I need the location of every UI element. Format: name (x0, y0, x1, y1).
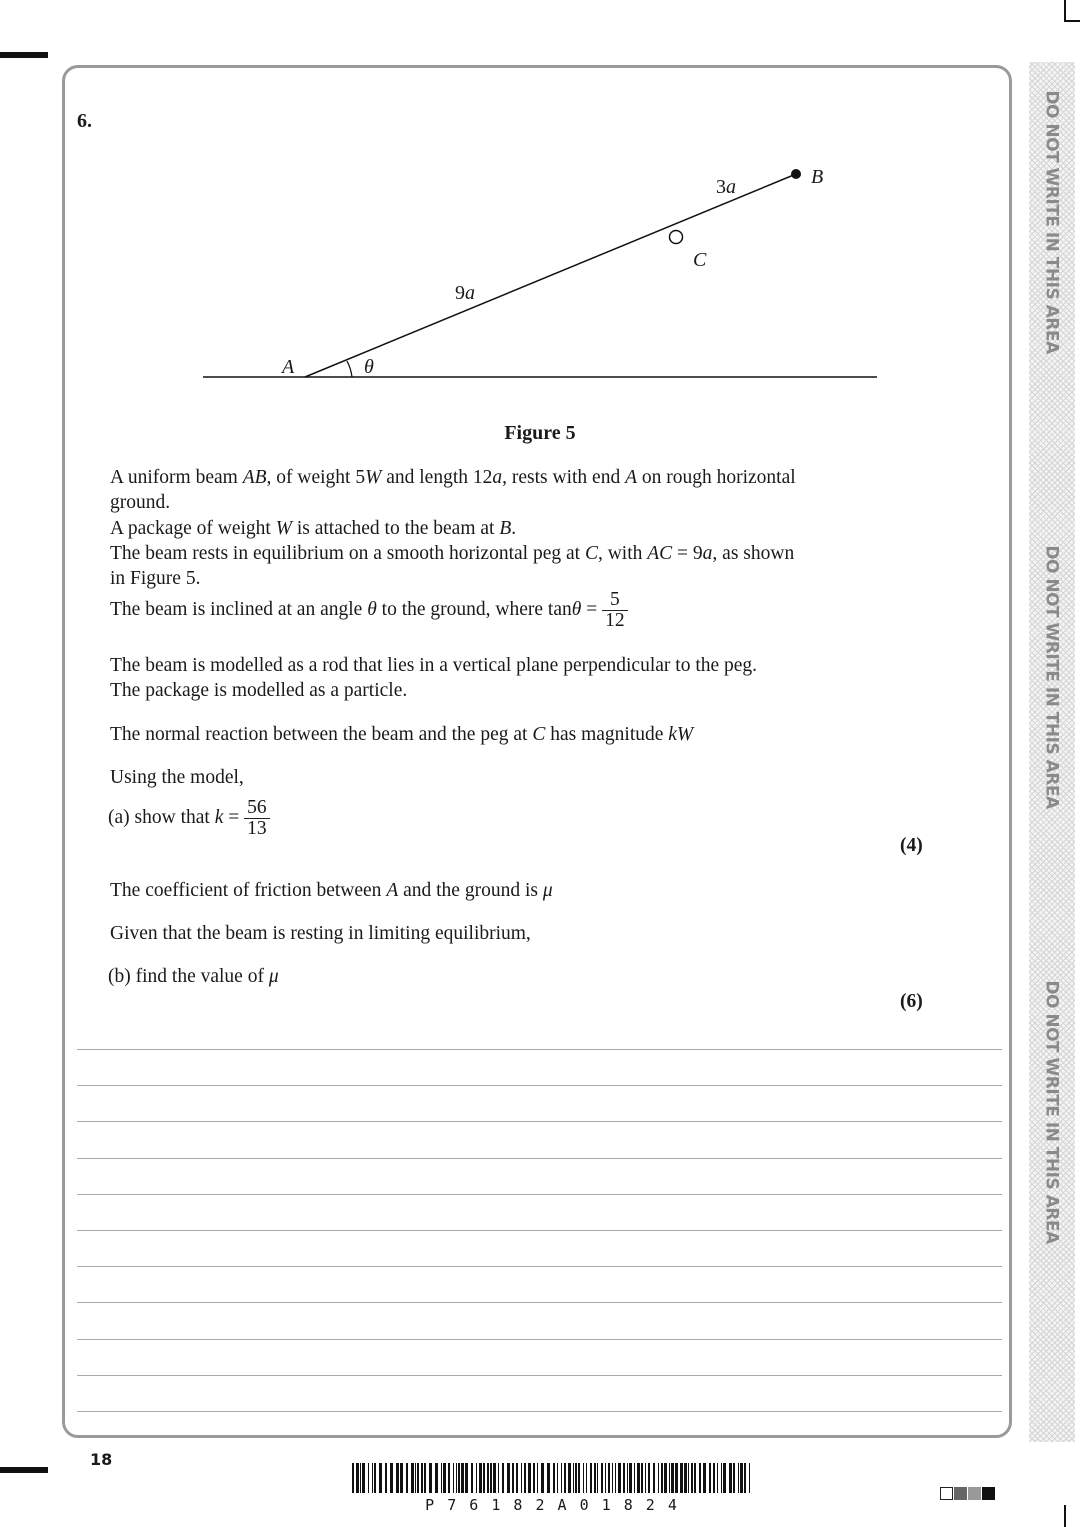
paragraph-4 (110, 590, 628, 631)
text-segment: = (581, 598, 603, 620)
barcode-bar (564, 1463, 566, 1493)
text-segment: θ (367, 598, 377, 620)
text-segment: k (214, 806, 224, 828)
barcode-bar (435, 1463, 438, 1493)
barcode-bar (653, 1463, 655, 1493)
text-segment: A (282, 356, 295, 378)
text-segment: 9 (455, 282, 465, 304)
answer-line[interactable] (77, 1085, 1002, 1086)
barcode-bar (465, 1463, 468, 1493)
barcode-bar (352, 1463, 354, 1493)
barcode-bar (629, 1463, 632, 1493)
barcode-bar (684, 1463, 687, 1493)
barcode-bar (605, 1463, 606, 1493)
answer-line[interactable] (77, 1339, 1002, 1340)
package-particle (791, 169, 801, 179)
barcode-bar (471, 1463, 473, 1493)
barcode-bar (740, 1463, 743, 1493)
barcode-bar (424, 1463, 426, 1493)
barcode-bar (490, 1463, 492, 1493)
barcode-bar (458, 1463, 460, 1493)
text-segment: , of weight 5 (266, 467, 366, 488)
barcode-bar (590, 1463, 592, 1493)
barcode-bar (443, 1463, 446, 1493)
marks-a: (4) (900, 835, 923, 856)
barcode-bar (483, 1463, 485, 1493)
answer-line[interactable] (77, 1121, 1002, 1122)
barcode-bar (379, 1463, 382, 1493)
text-segment: a (492, 467, 503, 488)
barcode-bar (429, 1463, 432, 1493)
barcode-bar (507, 1463, 510, 1493)
peg-circle (670, 231, 683, 244)
text-segment: (a) show that (108, 806, 215, 828)
text-segment: 56 (244, 798, 270, 819)
barcode-bar (502, 1463, 504, 1493)
barcode-bar (733, 1463, 735, 1493)
barcode-bar (694, 1463, 696, 1493)
side-warning: DO NOT WRITE IN THIS AREA (1042, 545, 1062, 809)
barcode-bar (703, 1463, 706, 1493)
barcode-bar (601, 1463, 603, 1493)
barcode-bar (578, 1463, 580, 1493)
text-segment: and the ground is (398, 880, 543, 901)
barcode-bar (541, 1463, 544, 1493)
barcode-bar (374, 1463, 376, 1493)
barcode-bar (608, 1463, 610, 1493)
barcode-bar (368, 1463, 369, 1493)
text-segment: B (811, 166, 824, 188)
answer-line[interactable] (77, 1375, 1002, 1376)
barcode-bar (721, 1463, 722, 1493)
label-c (693, 249, 706, 272)
barcode-bar (356, 1463, 359, 1493)
text-segment: , rests with end (502, 467, 626, 488)
margin-mark (0, 1467, 48, 1473)
paragraph-3 (110, 541, 794, 566)
question-a (108, 798, 270, 839)
text-segment: A uniform beam (110, 467, 243, 488)
text-segment: on rough horizontal (637, 467, 796, 488)
answer-line[interactable] (77, 1194, 1002, 1195)
barcode-bar (493, 1463, 496, 1493)
barcode-bar (406, 1463, 408, 1493)
text-segment: and length 12 (381, 467, 493, 488)
crop-mark (1064, 1505, 1066, 1527)
text-segment: A package of weight (110, 518, 276, 539)
paragraph-7 (110, 722, 693, 747)
text-segment: C (584, 543, 598, 564)
barcode-bar (583, 1463, 584, 1493)
barcode-bar (723, 1463, 726, 1493)
paragraph-2 (110, 516, 516, 541)
barcode-bar (658, 1463, 659, 1493)
text-segment: μ (268, 966, 279, 987)
barcode-bar (671, 1463, 674, 1493)
barcode-bar (441, 1463, 442, 1493)
barcode-bar (390, 1463, 393, 1493)
barcode-bar (615, 1463, 616, 1493)
barcode-bar (597, 1463, 598, 1493)
barcode-bar (688, 1463, 689, 1493)
barcode-bar (537, 1463, 538, 1493)
label-theta (364, 356, 374, 379)
text-segment: The coefficient of friction between (110, 880, 387, 901)
answer-line[interactable] (77, 1266, 1002, 1267)
text-segment: θ (364, 356, 374, 378)
paragraph-1b: ground. (110, 492, 171, 513)
barcode-bar (575, 1463, 577, 1493)
text-segment: The beam is inclined at an angle (110, 598, 368, 620)
barcode-bar (612, 1463, 613, 1493)
text-segment: C (693, 249, 707, 271)
answer-line[interactable] (77, 1049, 1002, 1050)
paragraph-9 (110, 878, 553, 903)
beam (305, 174, 796, 377)
text-segment: C (532, 724, 546, 745)
barcode-bar (634, 1463, 635, 1493)
text-segment: A (386, 880, 399, 901)
text-segment: θ (571, 598, 582, 620)
text-segment: 13 (247, 818, 267, 839)
barcode-bar (709, 1463, 711, 1493)
text-segment: The normal reaction between the beam and the peg at (110, 724, 533, 745)
paragraph-10: Given that the beam is resting in limiting equilibrium, (110, 923, 531, 944)
label-b (811, 166, 823, 189)
barcode-bar (385, 1463, 387, 1493)
barcode-bar (586, 1463, 587, 1493)
angle-arc (347, 361, 352, 377)
barcode-bar (648, 1463, 650, 1493)
barcode-bar (729, 1463, 732, 1493)
label-3a (716, 176, 736, 199)
barcode-bar (573, 1463, 574, 1493)
text-segment: (b) find the value of (108, 966, 269, 987)
barcode-bar (680, 1463, 683, 1493)
text-segment: 5 (602, 590, 628, 611)
answer-line[interactable] (77, 1230, 1002, 1231)
text-segment: W (275, 518, 292, 539)
paragraph-3b: in Figure 5. (110, 568, 201, 589)
fraction-tan (602, 590, 628, 631)
text-segment: to the ground, where tan (376, 598, 572, 620)
text-segment: μ (542, 880, 553, 901)
side-warning: DO NOT WRITE IN THIS AREA (1042, 980, 1062, 1244)
barcode-bar (675, 1463, 678, 1493)
barcode-bar (641, 1463, 643, 1493)
text-segment: W (365, 467, 382, 488)
text-segment: has magnitude (545, 724, 669, 745)
paragraph-1 (110, 465, 796, 490)
barcode-bar (645, 1463, 646, 1493)
answer-line[interactable] (77, 1158, 1002, 1159)
figure-caption: Figure 5 (504, 422, 576, 444)
barcode-bar (528, 1463, 531, 1493)
barcode-bar (453, 1463, 454, 1493)
barcode-bar (456, 1463, 457, 1493)
label-9a (455, 282, 475, 305)
text-segment: , as shown (712, 543, 795, 564)
text-segment: , with (597, 543, 648, 564)
marks-b: (6) (900, 991, 923, 1012)
barcode-bar (512, 1463, 514, 1493)
text-segment: a (702, 543, 713, 564)
barcode-bar (516, 1463, 518, 1493)
answer-line[interactable] (77, 1411, 1002, 1412)
text-segment: . (511, 518, 517, 539)
barcode-bar (627, 1463, 628, 1493)
barcode-bar (568, 1463, 571, 1493)
label-a (282, 356, 294, 379)
side-warning: DO NOT WRITE IN THIS AREA (1042, 90, 1062, 354)
barcode-bar (360, 1463, 361, 1493)
text-segment: 3 (716, 176, 726, 198)
text-segment: AB (242, 467, 267, 488)
barcode-bar (744, 1463, 746, 1493)
question-b (108, 964, 279, 989)
barcode-bar (594, 1463, 596, 1493)
fraction-k (244, 798, 270, 839)
barcode-bar (461, 1463, 464, 1493)
barcode-bar (553, 1463, 555, 1493)
barcode-bar (749, 1463, 750, 1493)
barcode-bar (717, 1463, 718, 1493)
barcode (352, 1463, 752, 1493)
text-segment: = (223, 806, 245, 828)
barcode-bar (476, 1463, 477, 1493)
barcode-bar (396, 1463, 399, 1493)
barcode-bar (547, 1463, 550, 1493)
barcode-bar (637, 1463, 640, 1493)
barcode-bar (448, 1463, 450, 1493)
text-segment: 12 (605, 610, 625, 631)
barcode-bar (669, 1463, 670, 1493)
text-segment: a (465, 282, 475, 304)
barcode-bar (691, 1463, 693, 1493)
barcode-bar (411, 1463, 414, 1493)
paragraph-6: The package is modelled as a particle. (110, 680, 408, 701)
barcode-bar (713, 1463, 715, 1493)
barcode-bar (533, 1463, 535, 1493)
barcode-bar (661, 1463, 663, 1493)
text-segment: The beam rests in equilibrium on a smooth horizontal peg at (110, 543, 585, 564)
barcode-bar (372, 1463, 373, 1493)
barcode-bar (524, 1463, 526, 1493)
page-color-marks (940, 1487, 995, 1500)
page-number: 18 (90, 1450, 113, 1469)
barcode-bar (487, 1463, 489, 1493)
barcode-bar (618, 1463, 621, 1493)
paragraph-5: The beam is modelled as a rod that lies in a vertical plane perpendicular to the peg. (110, 655, 758, 676)
barcode-bar (421, 1463, 423, 1493)
barcode-bar (623, 1463, 625, 1493)
text-segment: is attached to the beam at (291, 518, 500, 539)
barcode-bar (417, 1463, 419, 1493)
barcode-bar (561, 1463, 562, 1493)
answer-line[interactable] (77, 1302, 1002, 1303)
barcode-bar (664, 1463, 667, 1493)
barcode-bar (362, 1463, 365, 1493)
text-segment: kW (668, 724, 694, 745)
text-segment: AC (647, 543, 673, 564)
text-segment: B (499, 518, 512, 539)
text-segment: a (726, 176, 736, 198)
text-segment: = 9 (672, 543, 703, 564)
text-segment: A (625, 467, 637, 488)
paragraph-8: Using the model, (110, 767, 244, 788)
barcode-bar (415, 1463, 416, 1493)
barcode-bar (400, 1463, 403, 1493)
barcode-bar (699, 1463, 701, 1493)
barcode-bar (521, 1463, 522, 1493)
barcode-bar (557, 1463, 558, 1493)
barcode-text: P 7 6 1 8 2 A 0 1 8 2 4 (425, 1496, 679, 1514)
question-number: 6. (77, 110, 92, 132)
barcode-bar (498, 1463, 499, 1493)
figure-diagram (0, 0, 1080, 420)
barcode-bar (479, 1463, 482, 1493)
barcode-bar (738, 1463, 739, 1493)
